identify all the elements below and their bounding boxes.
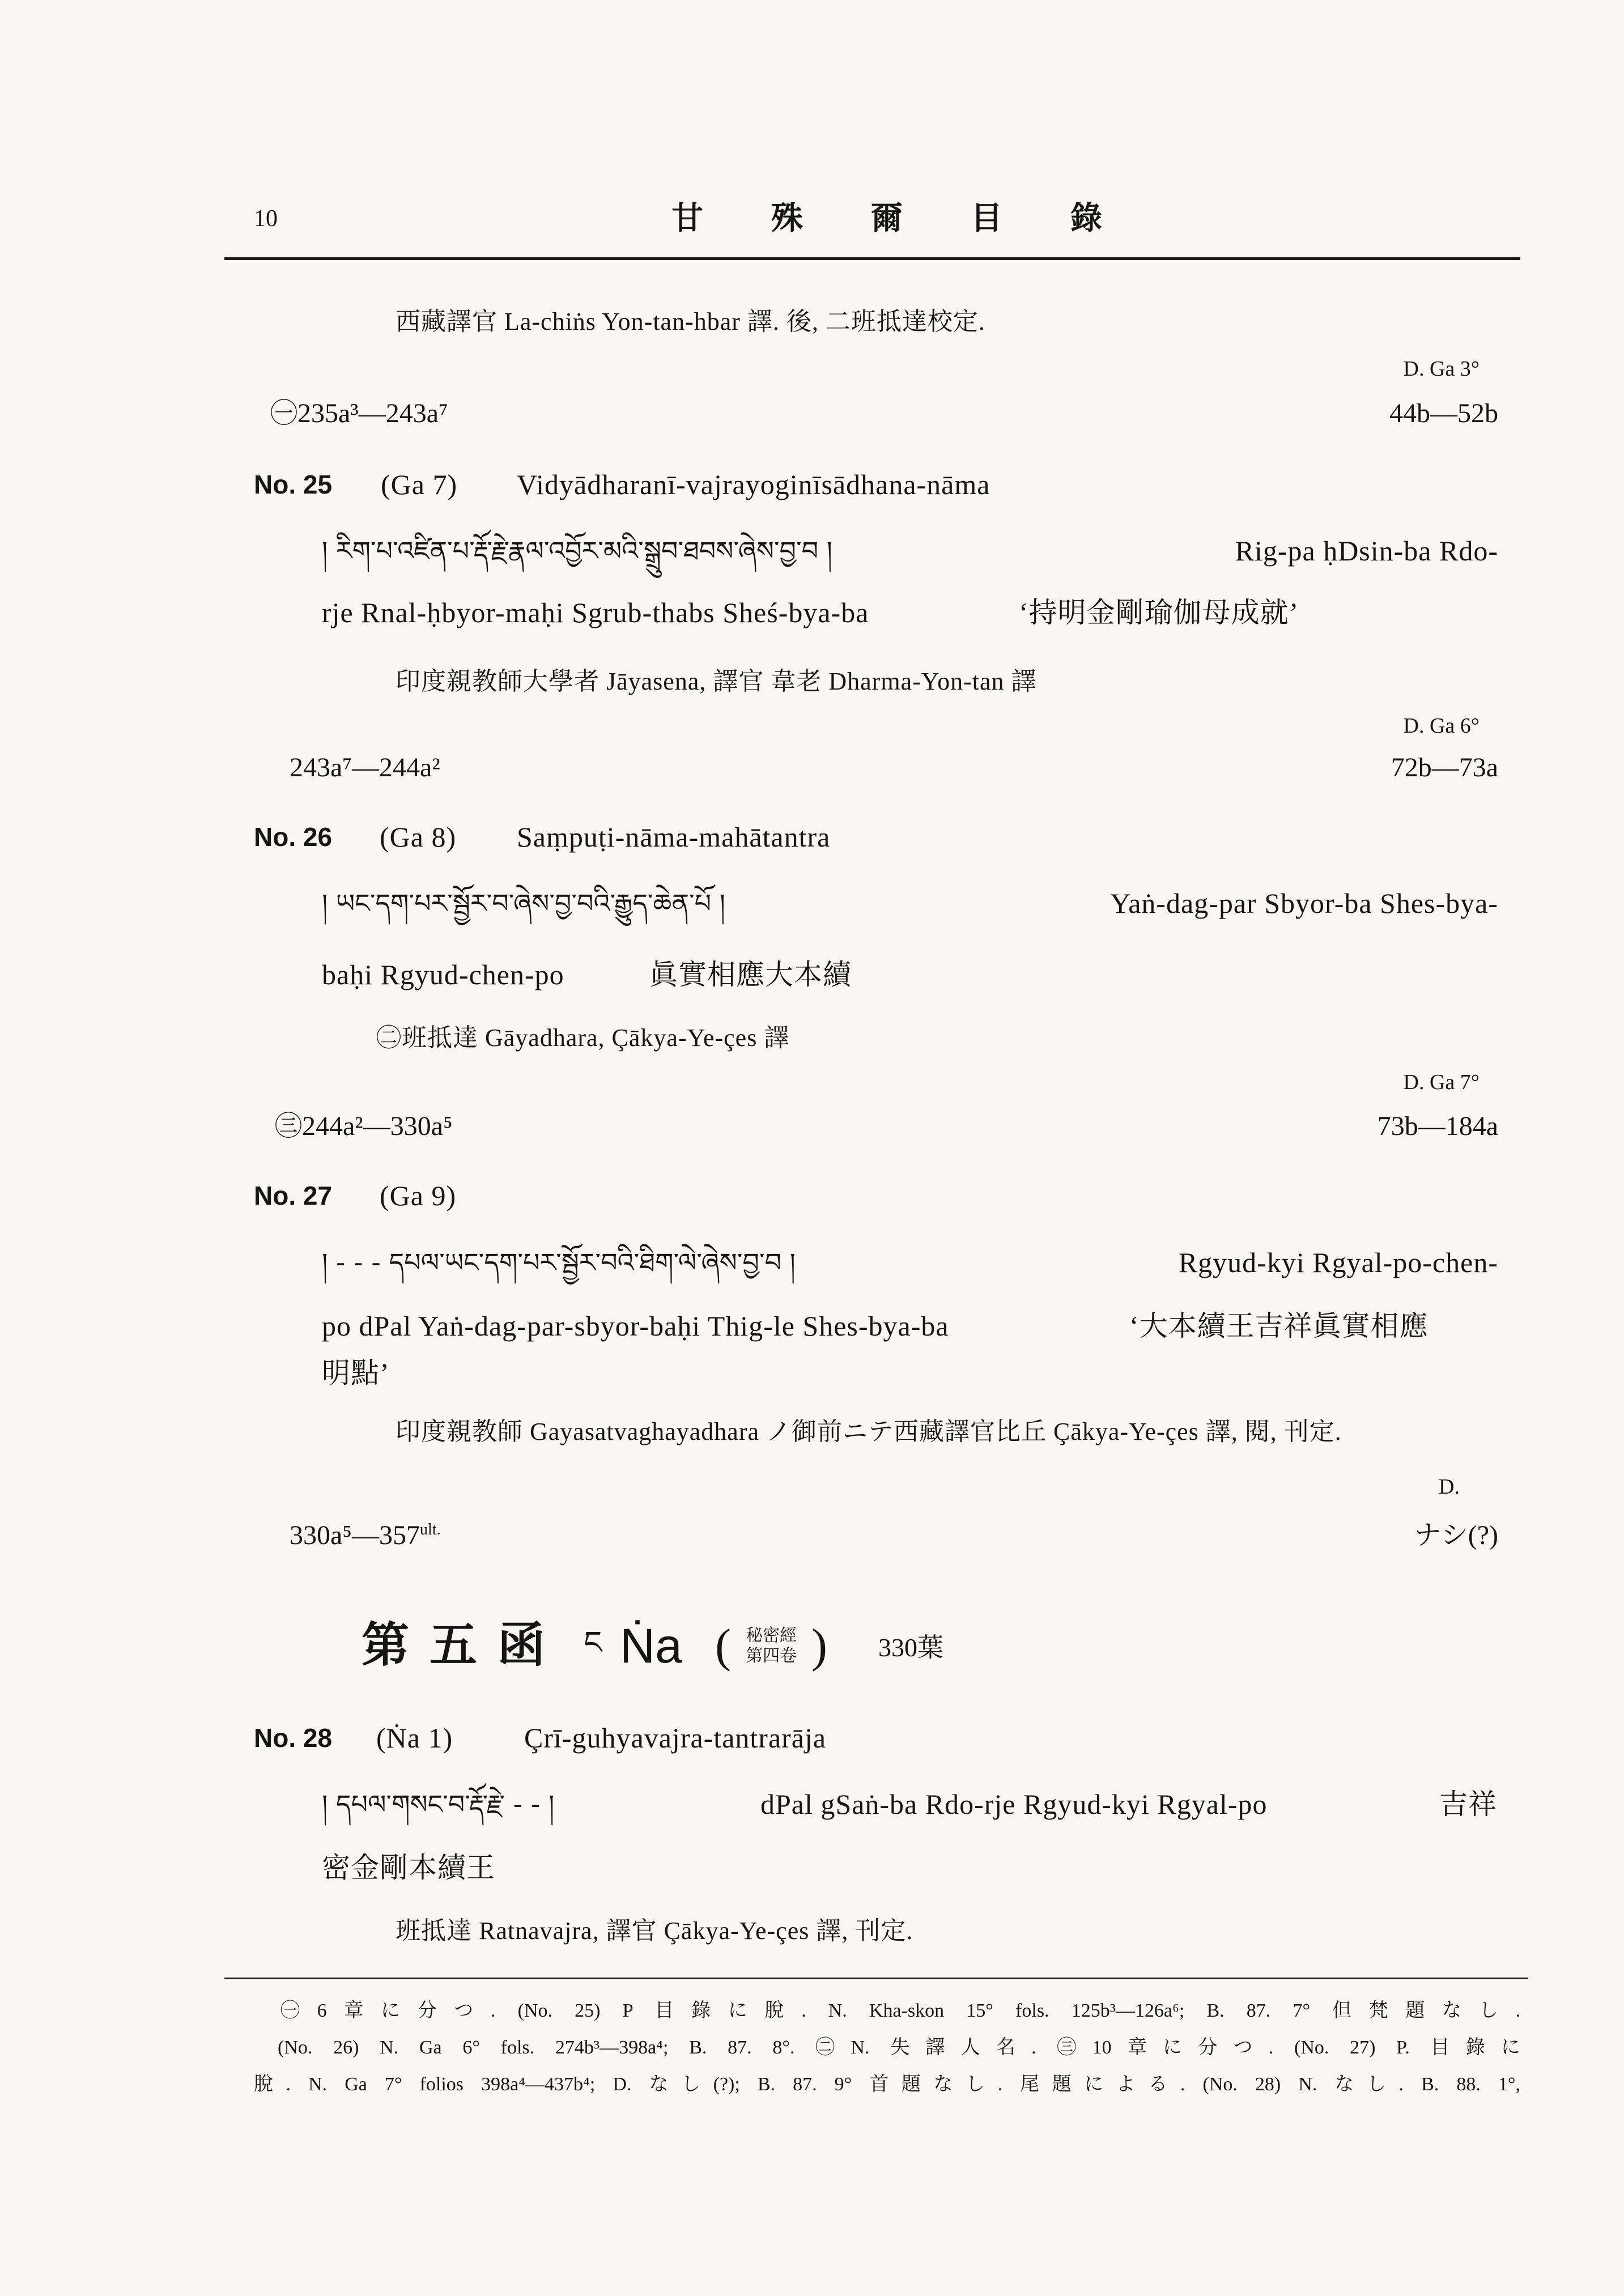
carryover-folios: ㊀235a³—243a⁷: [270, 398, 448, 428]
entry-volume: (Ga 7): [381, 469, 458, 500]
chinese-title-line-1: ‘大本續王吉祥眞實相應: [1129, 1310, 1429, 1342]
derge-folio-range: 73b—184a: [1377, 1111, 1498, 1141]
carryover-derge-folios: 44b—52b: [1389, 398, 1498, 428]
transliteration-line-2: rje Rnal-ḥbyor-maḥi Sgrub-thabs Sheś-bya-ba: [322, 597, 869, 628]
entry-volume: (Ga 9): [380, 1180, 457, 1211]
sanskrit-title: Saṃpuṭi-nāma-mahātantra: [517, 821, 831, 853]
footnote-line-2: (No. 26) N. Ga 6° fols. 274b³—398a⁴; B. 87. 8°. ㊁N. 失譯人名. ㊂10章に分つ. (No. 27) P. 目錄に: [278, 2037, 1520, 2058]
section-paren-open: (: [715, 1619, 731, 1672]
section-note: [733, 1626, 809, 1666]
footnote-line-1: ㊀6章に分つ. (No. 25) P 目錄に脫. N. Kha-skon 15° fols. 125b³—126a⁶; B. 87. 7° 但梵題なし.: [280, 2000, 1520, 2021]
entry-volume: (Ṅa 1): [376, 1722, 453, 1754]
section-paren-close: ): [811, 1619, 827, 1672]
transliteration-line-1: Rgyud-kyi Rgyal-po-chen-: [1178, 1247, 1498, 1278]
entry-number: No. 28: [254, 1723, 333, 1753]
chinese-title: ‘持明金剛瑜伽母成就’: [1019, 597, 1299, 628]
derge-folio-range: 72b—73a: [1391, 752, 1498, 783]
entry-number: No. 26: [254, 822, 333, 852]
transliteration-line-1: Rig-pa ḥDsin-ba Rdo-: [1235, 535, 1498, 567]
chinese-title-line-2: 明點’: [322, 1357, 390, 1389]
translators-line: ㊁班抵達 Gāyadhara, Çākya-Ye-çes 譯: [376, 1024, 790, 1052]
section-tibetan-letter: ང: [584, 1625, 602, 1661]
running-title: 甘殊爾目錄: [671, 201, 1170, 236]
derge-ref: D. Ga 6°: [1403, 714, 1480, 738]
derge-ref: D.: [1439, 1475, 1460, 1499]
section-volume-label: 第五函: [362, 1619, 566, 1672]
translators-line: 班抵達 Ratnavajra, 譯官 Çākya-Ye-çes 譯, 刊定.: [396, 1917, 913, 1945]
folio-range: 243a⁷—244a²: [290, 752, 440, 783]
entry-number: No. 25: [254, 470, 333, 499]
translators-line: 印度親教師大學者 Jāyasena, 譯官 韋老 Dharma-Yon-tan 譯: [396, 667, 1037, 695]
section-roman-letter: Ṅa: [620, 1619, 682, 1673]
transliteration-line-1: Yaṅ-dag-par Sbyor-ba Shes-bya-: [1110, 887, 1498, 919]
tibetan-title: ། - - - དཔལ་ཡང་དག་པར་སྦྱོར་བའི་ཐིག་ལེ་ཞེས་བྱ་བ །: [322, 1247, 796, 1278]
page-number: 10: [254, 206, 278, 232]
entry-number: No. 27: [254, 1181, 333, 1210]
section-note-line-1: 秘密經: [746, 1626, 797, 1645]
chinese-title-line-2: 密金剛本續王: [322, 1852, 495, 1883]
derge-ref: D. Ga 7°: [1403, 1070, 1480, 1094]
transliteration-line-2: baḥi Rgyud-chen-po: [322, 959, 564, 990]
tibetan-title: ། ཡང་དག་པར་སྦྱོར་བ་ཞེས་བྱ་བའི་རྒྱུད་ཆེན་པོ །: [322, 888, 725, 919]
tibetan-title: ། རིག་པ་འཛིན་པ་རྡོ་རྗེ་རྣལ་འབྱོར་མའི་སྒྲུབ་ཐབས་ཞེས་བྱ་བ །: [322, 535, 832, 566]
tibetan-title: ། དཔལ་གསང་བ་རྡོ་རྗེ་ - - །: [322, 1789, 555, 1819]
footnote-line-3: 脫. N. Ga 7° folios 398a⁴—437b⁴; D. なし(?); B. 87. 9° 首題なし. 尾題による. (No. 28) N. なし. B. 88. 1°,: [254, 2074, 1520, 2095]
section-note-line-2: 第四卷: [746, 1647, 797, 1665]
carryover-translators: 西藏譯官 La-chiṅs Yon-tan-hbar 譯. 後, 二班抵達校定.: [396, 308, 985, 335]
folio-range-main: 330a⁵—357: [290, 1520, 420, 1550]
header-rule: [224, 257, 1520, 260]
carryover-derge-ref: D. Ga 3°: [1403, 357, 1480, 381]
footnote-rule: [224, 1978, 1528, 1979]
section-leaf-count: 330葉: [878, 1633, 943, 1662]
folio-range: ㊂244a²—330a⁵: [275, 1111, 453, 1141]
chinese-title-line-1: 吉祥: [1439, 1788, 1497, 1820]
sanskrit-title: Vidyādharanī-vajrayoginīsādhana-nāma: [517, 469, 990, 500]
folio-range: [290, 1519, 441, 1552]
folio-range-superscript: ult.: [420, 1521, 441, 1538]
transliteration-line-1: dPal gSaṅ-ba Rdo-rje Rgyud-kyi Rgyal-po: [760, 1788, 1268, 1820]
entry-volume: (Ga 8): [380, 821, 457, 853]
chinese-title: 眞實相應大本續: [649, 959, 852, 990]
derge-folio-range: ナシ(?): [1414, 1520, 1498, 1550]
sanskrit-title: Çrī-guhyavajra-tantrarāja: [524, 1722, 827, 1754]
transliteration-line-2: po dPal Yaṅ-dag-par-sbyor-baḥi Thig-le Shes-bya-ba: [322, 1310, 949, 1342]
translators-line: 印度親教師 Gayasatvaghayadhara ノ御前ニテ西藏譯官比丘 Çākya-Ye-çes 譯, 閱, 刊定.: [396, 1418, 1342, 1445]
